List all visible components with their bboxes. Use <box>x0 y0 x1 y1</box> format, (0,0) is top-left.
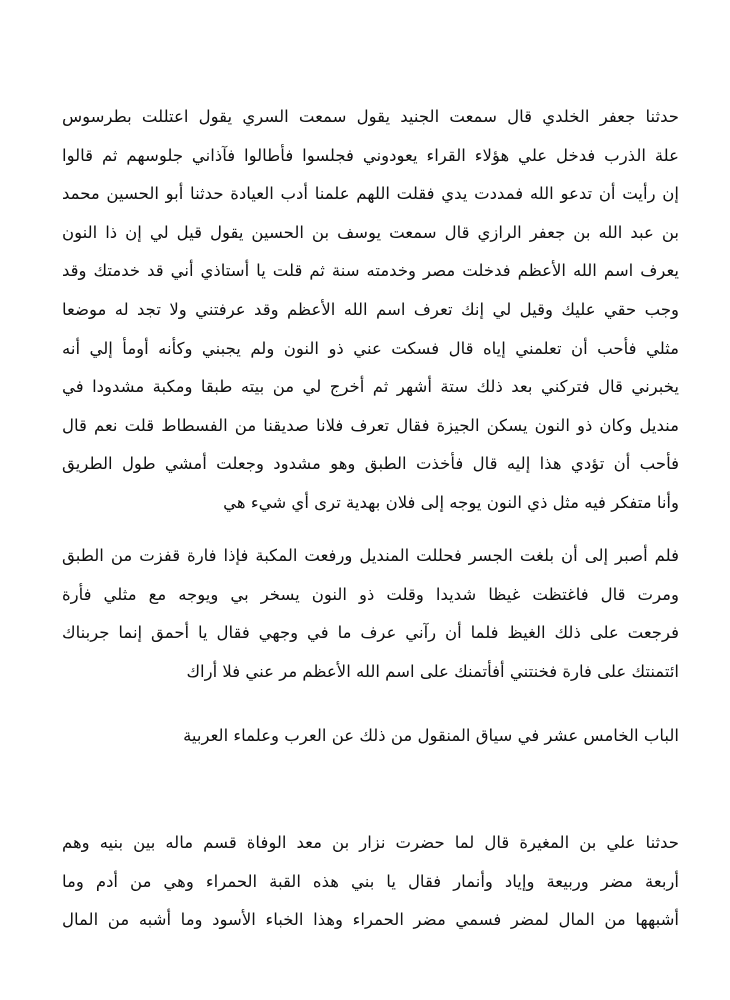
text-line: منديل وكان ذو النون يسكن الجيزة فقال تعرف فلانا صديقنا من الفسطاط قلت نعم قال <box>62 415 679 435</box>
text-line: مثلي فأحب أن تعلمني إياه قال فسكت عني ذو النون ولم يجبني وكأنه أومأ إلي أنه <box>62 338 679 358</box>
text-line: حدثنا جعفر الخلدي قال سمعت الجنيد يقول سمعت السري يقول اعتللت بطرسوس <box>62 107 679 126</box>
text-line: حدثنا علي بن المغيرة قال لما حضرت نزار بن معد الوفاة قسم ماله بين بنيه وهم <box>62 833 679 852</box>
paragraph-3 <box>62 824 679 940</box>
text-line: ائتمنتك على فارة فخنتني أفأتمنك على اسم الله الأعظم مر عني فلا أراك <box>186 661 679 681</box>
text-line: بن عبد الله بن جعفر الرازي قال سمعت يوسف بن الحسين يقول قيل لي إن ذا النون <box>62 222 679 242</box>
text-line: أربعة مضر وربيعة وإياد وأنمار فقال يا بني هذه القبة الحمراء وهي من أدم وما <box>62 871 679 891</box>
paragraph-1 <box>62 98 679 523</box>
text-line: علة الذرب فدخل علي هؤلاء القراء يعودوني فجلسوا فأطالوا فآذاني جلوسهم ثم قالوا <box>62 145 679 165</box>
text-line: فرجعت على ذلك الغيظ فلما أن رآني عرف ما في وجهي فقال يا أحمق إنما جربناك <box>62 623 679 643</box>
text-line: إن رأيت أن تدعو الله فمددت يدي فقلت اللهم علمنا أدب العيادة حدثنا أبو الحسين محمد <box>62 184 679 204</box>
chapter-heading-text: الباب الخامس عشر في سياق المنقول من ذلك عن العرب وعلماء العربية <box>183 726 679 745</box>
text-line: يخبرني قال فتركني بعد ذلك ستة أشهر ثم أخرج لي من بيته طبقا ومكبة مشدودا في <box>62 377 679 397</box>
text-line: ومرت قال فاغتظت غيظا شديدا وقلت ذو النون يسخر بي ويوجه مع مثلي فأرة <box>62 584 679 604</box>
text-line: فلم أصبر إلى أن بلغت الجسر فحللت المنديل ورفعت المكبة فإذا فارة قفزت من الطبق <box>62 546 679 565</box>
text-line: فأحب أن تؤدي هذا إليه قال فأخذت الطبق وهو مشدود وجعلت أمشي طول الطريق <box>62 454 679 474</box>
text-line: يعرف اسم الله الأعظم فدخلت مصر وخدمته سنة ثم قلت يا أستاذي أني قد خدمتك وقد <box>62 261 679 281</box>
text-line: أشبهها من المال لمضر فسمي مضر الحمراء وهذا الخباء الأسود وما أشبه من المال <box>62 910 679 930</box>
chapter-heading <box>62 717 679 756</box>
text-line: وأنا متفكر فيه مثل ذي النون يوجه إلى فلان بهدية ترى أي شيء هي <box>223 492 679 512</box>
text-line: وجب حقي عليك وقيل لي إنك تعرف اسم الله الأعظم وقد عرفتني ولا تجد له موضعا <box>62 299 679 319</box>
paragraph-2 <box>62 537 679 691</box>
